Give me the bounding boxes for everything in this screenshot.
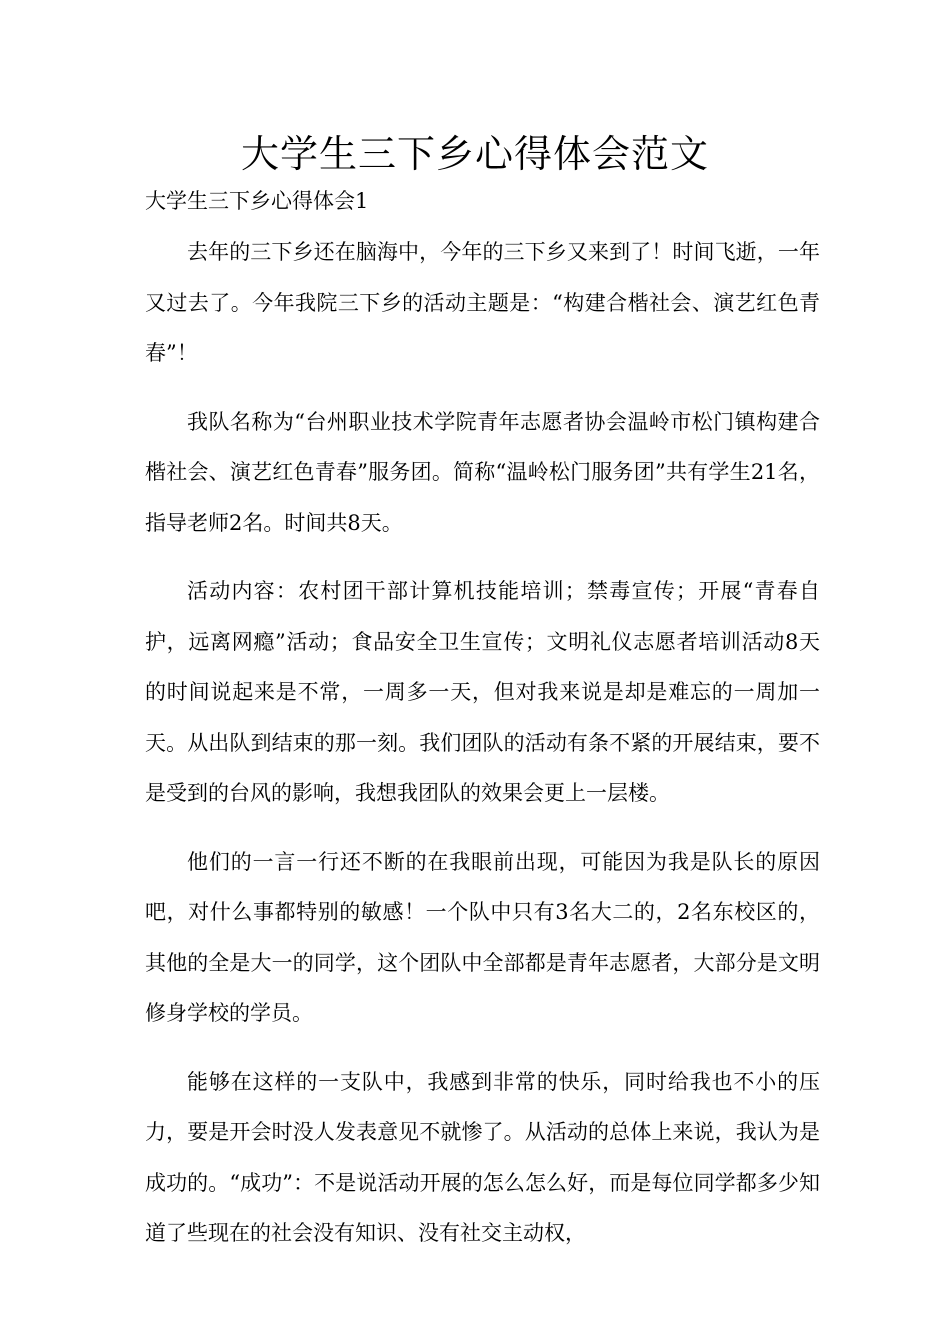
paragraph: 他们的一言一行还不断的在我眼前出现，可能因为我是队长的原因吧，对什么事都特别的敏感！一个队中只有3名大二的，2名东校区的，其他的全是大一的同学，这个团队中全部都是青年志愿者，大部分是文明修身学校的学员。 — [145, 849, 820, 1025]
paragraph: 我队名称为“台州职业技术学院青年志愿者协会温岭市松门镇构建合楷社会、演艺红色青春”服务团。简称“温岭松门服务团”共有学生21名，指导老师2名。时间共8天。 — [145, 409, 820, 535]
document-title: 大学生三下乡心得体会范文 — [240, 132, 709, 176]
document-body — [145, 227, 820, 1277]
paragraph: 能够在这样的一支队中，我感到非常的快乐，同时给我也不小的压力，要是开会时没人发表意见不就惨了。从活动的总体上来说，我认为是成功的。“成功”：不是说活动开展的怎么怎么好，而是每位同学都多少知道了些现在的社会没有知识、没有社交主动权， — [145, 1069, 820, 1245]
paragraph: 活动内容：农村团干部计算机技能培训；禁毒宣传；开展“青春自护，远离网瘾”活动；食品安全卫生宣传；文明礼仪志愿者培训活动8天的时间说起来是不常，一周多一天，但对我来说是却是难忘的一周加一天。从出队到结束的那一刻。我们团队的活动有条不紧的开展结束，要不是受到的台风的影响，我想我团队的效果会更上一层楼。 — [145, 579, 820, 805]
section-heading: 大学生三下乡心得体会1 — [145, 189, 369, 213]
paragraph: 去年的三下乡还在脑海中，今年的三下乡又来到了！时间飞逝，一年又过去了。今年我院三下乡的活动主题是：“构建合楷社会、演艺红色青春”！ — [145, 240, 820, 365]
